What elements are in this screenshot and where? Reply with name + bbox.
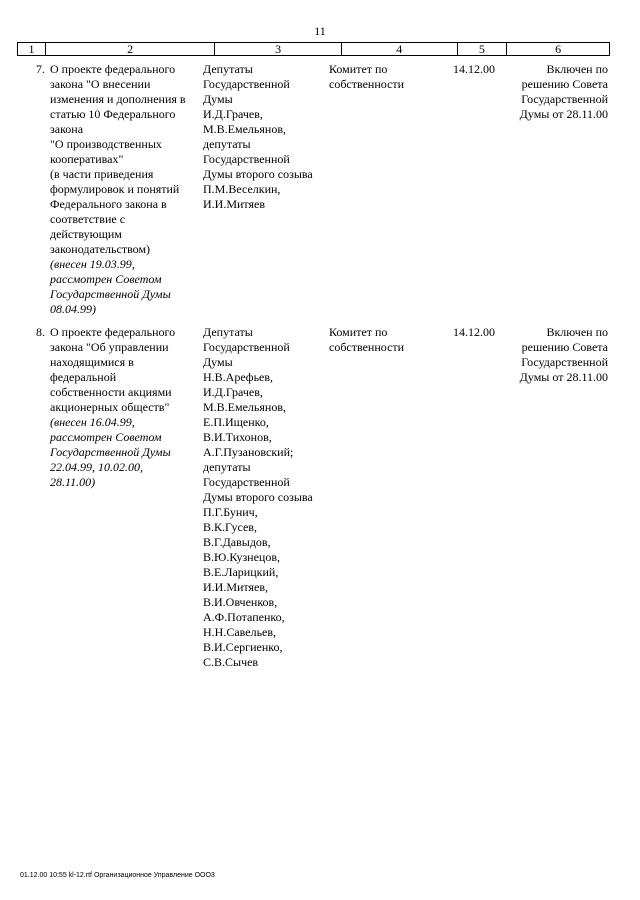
bill-title-line: (в части приведения xyxy=(50,167,154,181)
bill-title-line: "О производственных xyxy=(50,137,162,151)
bill-title-line: акционерных обществ" xyxy=(50,400,170,414)
bill-note-line: (внесен 19.03.99, xyxy=(50,257,135,271)
bill-title-line: закона "Об управлении xyxy=(50,340,169,354)
author-line: В.Е.Ларицкий, xyxy=(203,565,279,579)
bill-note-line: рассмотрен Советом xyxy=(50,272,162,286)
decision-line: Включен по xyxy=(546,62,608,76)
bill-title-line: О проекте федерального xyxy=(50,62,176,76)
author-line: П.М.Веселкин, xyxy=(203,182,281,196)
author-line: С.В.Сычев xyxy=(203,655,259,669)
author-line: И.И.Митяев xyxy=(203,197,266,211)
committee-line: Комитет по xyxy=(329,325,388,339)
bill-note-line: (внесен 16.04.99, xyxy=(50,415,135,429)
row-number: 7. xyxy=(36,62,45,76)
committee xyxy=(329,325,439,355)
bill-title-line: соответствие с xyxy=(50,212,126,226)
author-line: Думы xyxy=(203,355,233,369)
author-line: М.В.Емельянов, xyxy=(203,400,286,414)
bill-note-line: 22.04.99, 10.02.00, xyxy=(50,460,143,474)
author-line: депутаты xyxy=(203,137,251,151)
bill-note-line: Государственной Думы xyxy=(50,445,171,459)
decision-line: Думы от 28.11.00 xyxy=(519,370,608,384)
bill-title-line: собственности акциями xyxy=(50,385,172,399)
bill-title-line: статью 10 Федерального xyxy=(50,107,176,121)
row-number: 8. xyxy=(36,325,45,339)
author-line: депутаты xyxy=(203,460,251,474)
author-line: М.В.Емельянов, xyxy=(203,122,286,136)
author-line: Н.Н.Савельев, xyxy=(203,625,277,639)
author-line: В.К.Гусев, xyxy=(203,520,257,534)
author-line: Думы xyxy=(203,92,233,106)
author-line: И.Д.Грачев, xyxy=(203,107,263,121)
page-number: 11 xyxy=(314,24,326,38)
header-col-3: 3 xyxy=(215,43,342,55)
bill-title-line: закона "О внесении xyxy=(50,77,151,91)
bill-title-line: находящимися в xyxy=(50,355,134,369)
author-line: И.И.Митяев, xyxy=(203,580,269,594)
bill-title-line: федеральной xyxy=(50,370,117,384)
author-line: В.Ю.Кузнецов, xyxy=(203,550,281,564)
author-line: Депутаты xyxy=(203,325,253,339)
bill-note-line: рассмотрен Советом xyxy=(50,430,162,444)
header-col-1: 1 xyxy=(18,43,46,55)
header-col-2: 2 xyxy=(46,43,215,55)
bill-note-line: 28.11.00) xyxy=(50,475,96,489)
author-line: И.Д.Грачев, xyxy=(203,385,263,399)
decision-line: решению Совета xyxy=(521,77,608,91)
author-line: В.И.Овченков, xyxy=(203,595,278,609)
bill-title xyxy=(50,325,210,490)
author-line: Государственной xyxy=(203,475,290,489)
bill-note-line: 08.04.99) xyxy=(50,302,96,316)
author-line: Государственной xyxy=(203,77,290,91)
bill-title-line: Федерального закона в xyxy=(50,197,167,211)
decision-line: решению Совета xyxy=(521,340,608,354)
author-line: Депутаты xyxy=(203,62,253,76)
committee xyxy=(329,62,439,92)
decision-line: Включен по xyxy=(546,325,608,339)
bill-title-line: формулировок и понятий xyxy=(50,182,180,196)
bill-title-line: закона xyxy=(50,122,84,136)
bill-title xyxy=(50,62,210,317)
bill-authors xyxy=(203,325,338,670)
decision-line: Думы от 28.11.00 xyxy=(519,107,608,121)
bill-title-line: изменения и дополнения в xyxy=(50,92,186,106)
committee-line: Комитет по xyxy=(329,62,388,76)
author-line: Государственной xyxy=(203,340,290,354)
header-col-4: 4 xyxy=(342,43,458,55)
author-line: Государственной xyxy=(203,152,290,166)
author-line: А.Г.Пузановский; xyxy=(203,445,294,459)
decision-line: Государственной xyxy=(521,355,608,369)
bill-title-line: О проекте федерального xyxy=(50,325,176,339)
bill-title-line: действующим xyxy=(50,227,122,241)
decision xyxy=(498,62,608,122)
author-line: В.Г.Давыдов, xyxy=(203,535,271,549)
author-line: А.Ф.Потапенко, xyxy=(203,610,285,624)
bill-title-line: кооперативах" xyxy=(50,152,124,166)
bill-note-line: Государственной Думы xyxy=(50,287,171,301)
author-line: В.И.Сергиенко, xyxy=(203,640,283,654)
author-line: Н.В.Арефьев, xyxy=(203,370,274,384)
committee-line: собственности xyxy=(329,77,405,91)
bill-title-line: законодательством) xyxy=(50,242,151,256)
document-footer: 01.12.00 10:55 kl-12.rtf Организационное Управление ООО3 xyxy=(20,872,215,879)
date: 14.12.00 xyxy=(453,325,495,339)
author-line: П.Г.Бунич, xyxy=(203,505,258,519)
date: 14.12.00 xyxy=(453,62,495,76)
bill-authors xyxy=(203,62,338,212)
header-col-5: 5 xyxy=(458,43,508,55)
author-line: Думы второго созыва xyxy=(203,490,313,504)
decision xyxy=(498,325,608,385)
table-header-row xyxy=(17,42,610,56)
author-line: Е.П.Ищенко, xyxy=(203,415,269,429)
author-line: Думы второго созыва xyxy=(203,167,313,181)
committee-line: собственности xyxy=(329,340,405,354)
decision-line: Государственной xyxy=(521,92,608,106)
header-col-6: 6 xyxy=(555,42,562,56)
author-line: В.И.Тихонов, xyxy=(203,430,272,444)
